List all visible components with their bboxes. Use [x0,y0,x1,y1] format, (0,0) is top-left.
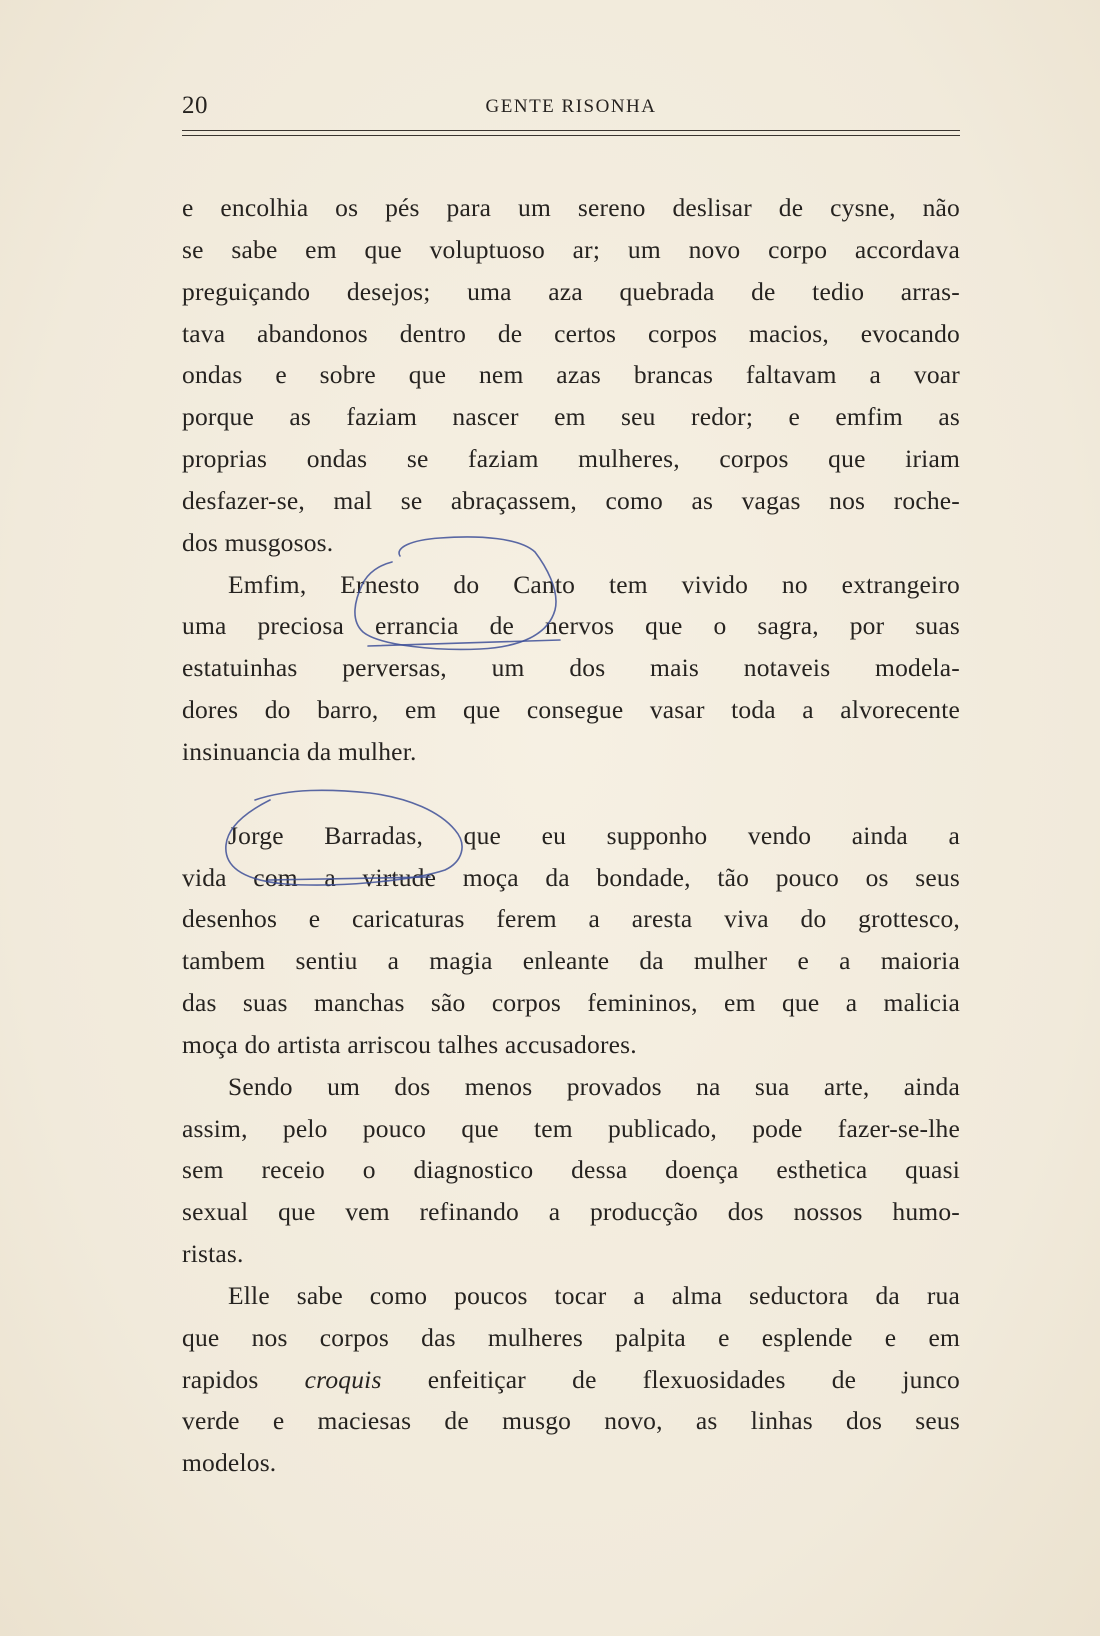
running-title: GENTE RISONHA [485,96,657,117]
text-line: estatuinhas perversas, um dos mais notaveis modela- [182,653,960,683]
page-header [182,88,960,128]
text-line: ondas e sobre que nem azas brancas faltavam a voar [182,360,960,390]
text-line: proprias ondas se faziam mulheres, corpos que iriam [182,444,960,474]
text-line: sem receio o diagnostico dessa doença esthetica quasi [182,1155,960,1185]
text-line: sexual que vem refinando a producção dos nossos humo- [182,1197,960,1227]
text-line: Sendo um dos menos provados na sua arte, ainda [228,1071,960,1101]
italic-word: croquis [304,1364,382,1394]
text-line: Jorge Barradas, que eu supponho vendo ainda a [228,820,960,850]
text-line: assim, pelo pouco que tem publicado, pode fazer-se-lhe [182,1113,960,1143]
text-line: desenhos e caricaturas ferem a aresta viva do grottesco, [182,904,960,934]
header-rule [182,130,960,136]
body-text [182,187,960,1484]
text-line: rapidos croquis enfeitiçar de flexuosidades de junco [182,1364,960,1394]
text-line: dores do barro, em que consegue vasar toda a alvorecente [182,695,960,725]
page-number: 20 [182,92,208,119]
text-line: modelos. [182,1448,277,1478]
text-line: tava abandonos dentro de certos corpos macios, evocando [182,318,960,348]
text-line: verde e maciesas de musgo novo, as linhas dos seus [182,1406,960,1436]
text-line: insinuancia da mulher. [182,736,417,766]
text-line: ristas. [182,1239,244,1269]
text-line: porque as faziam nascer em seu redor; e emfim as [182,402,960,432]
text-line: dos musgosos. [182,527,334,557]
text-line: tambem sentiu a magia enleante da mulher e a maioria [182,946,960,976]
text-line: desfazer-se, mal se abraçassem, como as vagas nos roche- [182,485,960,515]
text-line: se sabe em que voluptuoso ar; um novo corpo accordava [182,234,960,264]
text-line: que nos corpos das mulheres palpita e esplende e em [182,1322,960,1352]
text-line: preguiçando desejos; uma aza quebrada de tedio arras- [182,276,960,306]
paragraph-gap [182,773,960,815]
text-line: Emfim, Ernesto do Canto tem vivido no extrangeiro [228,569,960,599]
text-line: moça do artista arriscou talhes accusadores. [182,1029,637,1059]
text-line: e encolhia os pés para um sereno deslisar de cysne, não [182,193,960,222]
text-line: uma preciosa errancia de nervos que o sagra, por suas [182,611,960,641]
text-line: Elle sabe como poucos tocar a alma seductora da rua [228,1280,960,1310]
text-line: vida com a virtude moça da bondade, tão pouco os seus [182,862,960,892]
text-line: das suas manchas são corpos femininos, em que a malicia [182,988,960,1018]
